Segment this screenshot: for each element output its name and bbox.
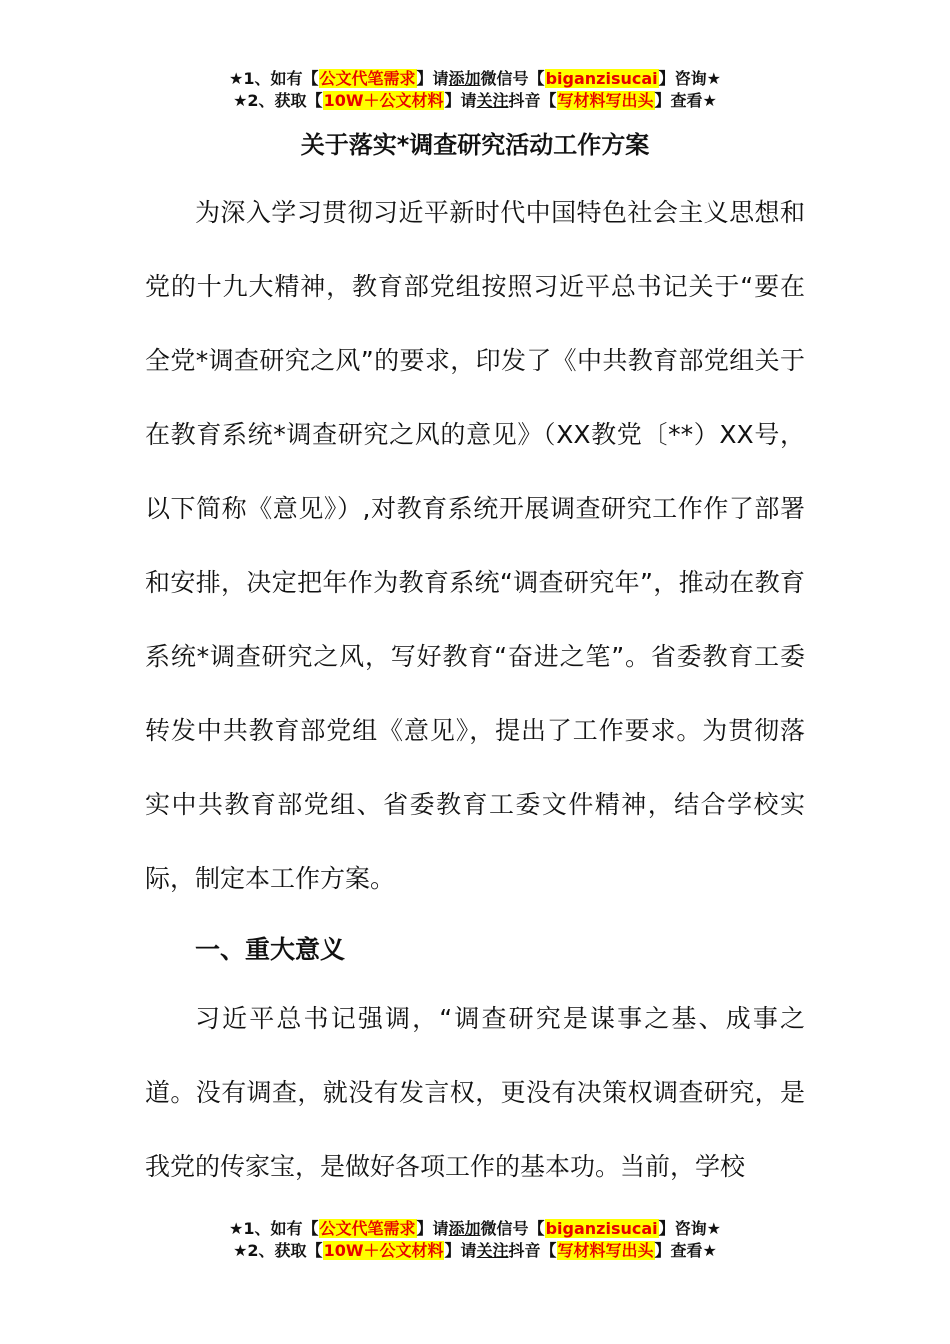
promo-line-2-middle: 】请 <box>444 91 477 110</box>
promo-line-1-highlight-service: 公文代笔需求 <box>319 1219 416 1238</box>
bottom-promo-banner <box>0 1218 950 1262</box>
promo-line-2-highlight-materials: 10W＋公文材料 <box>323 91 444 110</box>
promo-line-2-middle: 】请 <box>444 1241 477 1260</box>
section-heading: 一、重大意义 <box>195 935 346 964</box>
promo-line-2 <box>0 1240 950 1262</box>
promo-line-2-prefix: ★2、获取【 <box>233 1241 323 1260</box>
top-promo-banner <box>0 68 950 112</box>
section-1-body <box>145 982 805 1204</box>
promo-line-2-emphasis: 关注 <box>476 91 509 110</box>
promo-line-2-highlight-douyin: 写材料写出头 <box>557 91 654 110</box>
promo-line-1-middle: 】请 <box>416 69 449 88</box>
promo-line-1-suffix: 】咨询★ <box>658 1219 721 1238</box>
promo-line-2-emphasis: 关注 <box>476 1241 509 1260</box>
promo-line-1-emphasis: 添加 <box>448 69 481 88</box>
document-title: 关于落实*调查研究活动工作方案 <box>300 131 650 159</box>
promo-line-1-highlight-wechat: biganzisucai <box>545 69 658 88</box>
promo-line-1-emphasis: 添加 <box>448 1219 481 1238</box>
promo-line-1-middle: 】请 <box>416 1219 449 1238</box>
intro-paragraph: 为深入学习贯彻习近平新时代中国特色社会主义思想和党的十九大精神，教育部党组按照习近平总书记关于“要在全党*调查研究之风”的要求，印发了《中共教育部党组关于在教育系统*调查研究之风的意见》（XX教党〔**）XX号，以下简称《意见》）,对教育系统开展调查研究工作作了部署和安排，决定把年作为教育系统“调查研究年”，推动在教育系统*调查研究之风，写好教育“奋进之笔”。省委教育工委转发中共教育部党组《意见》，提出了工作要求。为贯彻落实中共教育部党组、省委教育工委文件精神，结合学校实际，制定本工作方案。 <box>145 198 805 893</box>
promo-line-2-prefix: ★2、获取【 <box>233 91 323 110</box>
promo-line-2-highlight-materials: 10W＋公文材料 <box>323 1241 444 1260</box>
promo-line-2-middle-2: 抖音【 <box>508 91 557 110</box>
promo-line-1-suffix: 】咨询★ <box>658 69 721 88</box>
promo-line-1-middle-2: 微信号【 <box>480 1219 545 1238</box>
promo-line-1 <box>0 68 950 90</box>
promo-line-1-highlight-service: 公文代笔需求 <box>319 69 416 88</box>
promo-line-1 <box>0 1218 950 1240</box>
promo-line-2-highlight-douyin: 写材料写出头 <box>557 1241 654 1260</box>
intro-section <box>145 176 805 916</box>
promo-line-1-prefix: ★1、如有【 <box>229 1219 319 1238</box>
promo-line-1-highlight-wechat: biganzisucai <box>545 1219 658 1238</box>
promo-line-2-suffix: 】查看★ <box>654 91 717 110</box>
promo-line-2-middle-2: 抖音【 <box>508 1241 557 1260</box>
promo-line-2-suffix: 】查看★ <box>654 1241 717 1260</box>
promo-line-1-middle-2: 微信号【 <box>480 69 545 88</box>
section-1-paragraph: 习近平总书记强调，“调查研究是谋事之基、成事之道。没有调查，就没有发言权，更没有决策权调查研究，是我党的传家宝，是做好各项工作的基本功。当前，学校 <box>145 1004 805 1181</box>
promo-line-1-prefix: ★1、如有【 <box>229 69 319 88</box>
promo-line-2 <box>0 90 950 112</box>
